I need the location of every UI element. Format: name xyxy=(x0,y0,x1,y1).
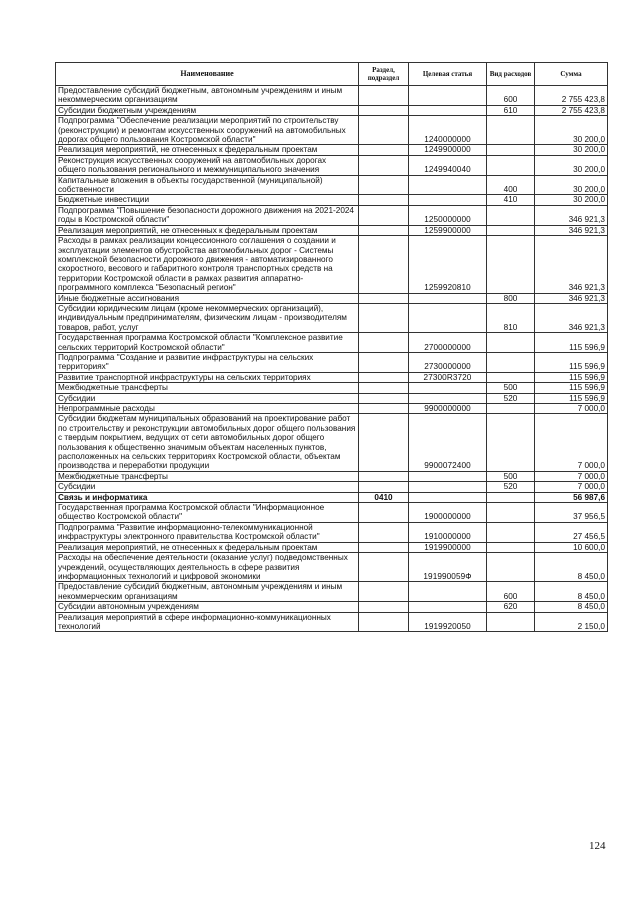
cell-exp-type xyxy=(487,145,535,155)
cell-amount: 7 000,0 xyxy=(535,414,608,471)
cell-target xyxy=(409,303,487,332)
cell-exp-type xyxy=(487,333,535,353)
cell-section xyxy=(359,414,409,471)
cell-section xyxy=(359,393,409,403)
cell-name: Субсидии бюджетам муниципальных образований на проектирование работ по строительству и реконструкции автомобильных дорог общего пользования с твердым покрытием, ведущих от сети автомобильных дорог общего пользования к общественно значимым объектам населенных пунктов, расположенных на сельских территориях Костромской области, объектам производства и переработки продукции xyxy=(56,414,359,471)
cell-amount: 27 456,5 xyxy=(535,522,608,542)
cell-name: Межбюджетные трансферты xyxy=(56,383,359,393)
cell-amount: 346 921,3 xyxy=(535,225,608,235)
cell-exp-type: 500 xyxy=(487,471,535,481)
cell-amount: 346 921,3 xyxy=(535,303,608,332)
cell-target xyxy=(409,482,487,492)
cell-name: Предоставление субсидий бюджетным, автономным учреждениям и иным некоммерческим организациям xyxy=(56,582,359,602)
table-row xyxy=(56,205,608,225)
table-row xyxy=(56,393,608,403)
table-row xyxy=(56,542,608,552)
cell-name: Развитие транспортной инфраструктуры на сельских территориях xyxy=(56,372,359,382)
cell-name: Подпрограмма "Обеспечение реализации мероприятий по строительству (реконструкции) и ремонтам искусственных сооружений на автомобильных дорогах общего пользования Костромской области" xyxy=(56,116,359,145)
table-row xyxy=(56,155,608,175)
table-row xyxy=(56,225,608,235)
table-row xyxy=(56,293,608,303)
cell-name: Субсидии xyxy=(56,393,359,403)
cell-exp-type xyxy=(487,522,535,542)
cell-amount: 56 987,6 xyxy=(535,492,608,502)
cell-exp-type xyxy=(487,414,535,471)
table-body xyxy=(56,86,608,632)
cell-target xyxy=(409,471,487,481)
cell-section xyxy=(359,205,409,225)
cell-name: Реализация мероприятий, не отнесенных к федеральным проектам xyxy=(56,542,359,552)
table-row xyxy=(56,333,608,353)
cell-target xyxy=(409,602,487,612)
cell-section xyxy=(359,503,409,523)
cell-exp-type: 520 xyxy=(487,482,535,492)
header-exp-type: Вид расходов xyxy=(487,63,535,86)
cell-exp-type xyxy=(487,404,535,414)
cell-name: Реконструкция искусственных сооружений на автомобильных дорогах общего пользования регионального и межмуниципального значения xyxy=(56,155,359,175)
cell-section xyxy=(359,482,409,492)
cell-section xyxy=(359,612,409,632)
cell-section xyxy=(359,175,409,195)
cell-target: 2730000000 xyxy=(409,352,487,372)
cell-name: Государственная программа Костромской области "Комплексное развитие сельских территорий Костромской области" xyxy=(56,333,359,353)
cell-section: 0410 xyxy=(359,492,409,502)
budget-table xyxy=(55,62,608,632)
cell-amount: 8 450,0 xyxy=(535,582,608,602)
table-header-row xyxy=(56,63,608,86)
table-row xyxy=(56,503,608,523)
cell-section xyxy=(359,195,409,205)
cell-target: 1250000000 xyxy=(409,205,487,225)
cell-section xyxy=(359,145,409,155)
cell-amount: 8 450,0 xyxy=(535,553,608,582)
cell-exp-type xyxy=(487,542,535,552)
page-number: 124 xyxy=(589,840,606,852)
cell-exp-type xyxy=(487,225,535,235)
cell-section xyxy=(359,553,409,582)
table-row xyxy=(56,303,608,332)
cell-section xyxy=(359,404,409,414)
table-row xyxy=(56,602,608,612)
table-row xyxy=(56,175,608,195)
cell-amount: 115 596,9 xyxy=(535,393,608,403)
cell-exp-type: 520 xyxy=(487,393,535,403)
cell-amount: 115 596,9 xyxy=(535,383,608,393)
table-row xyxy=(56,553,608,582)
cell-amount: 2 755 423,8 xyxy=(535,86,608,106)
table-row xyxy=(56,404,608,414)
cell-name: Субсидии бюджетным учреждениям xyxy=(56,105,359,115)
cell-target: 2700000000 xyxy=(409,333,487,353)
cell-target xyxy=(409,195,487,205)
cell-section xyxy=(359,236,409,293)
cell-exp-type: 410 xyxy=(487,195,535,205)
cell-name: Расходы в рамках реализации концессионного соглашения о создании и эксплуатации элементов обустройства автомобильных дорог - Системы комплексной безопасности дорожного движения - автоматизированного скоростного, весового и габаритного контроля транспортных средств на территории Костромской области в рамках развития аппаратно-программного комплекса "Безопасный регион" xyxy=(56,236,359,293)
cell-target xyxy=(409,582,487,602)
cell-target xyxy=(409,383,487,393)
cell-exp-type: 500 xyxy=(487,383,535,393)
cell-section xyxy=(359,293,409,303)
cell-amount: 30 200,0 xyxy=(535,116,608,145)
cell-target xyxy=(409,175,487,195)
cell-section xyxy=(359,352,409,372)
table-row xyxy=(56,105,608,115)
table-row xyxy=(56,414,608,471)
cell-name: Субсидии автономным учреждениям xyxy=(56,602,359,612)
cell-section xyxy=(359,522,409,542)
cell-target: 1900000000 xyxy=(409,503,487,523)
cell-amount: 8 450,0 xyxy=(535,602,608,612)
cell-target xyxy=(409,393,487,403)
cell-exp-type xyxy=(487,503,535,523)
table-row xyxy=(56,352,608,372)
cell-name: Связь и информатика xyxy=(56,492,359,502)
table-row xyxy=(56,522,608,542)
table-row xyxy=(56,482,608,492)
cell-section xyxy=(359,471,409,481)
table-row xyxy=(56,145,608,155)
cell-amount: 30 200,0 xyxy=(535,175,608,195)
cell-name: Реализация мероприятий, не отнесенных к федеральным проектам xyxy=(56,225,359,235)
cell-amount: 346 921,3 xyxy=(535,205,608,225)
cell-amount: 346 921,3 xyxy=(535,293,608,303)
cell-name: Подпрограмма "Развитие информационно-телекоммуникационной инфраструктуры электронного правительства Костромской области" xyxy=(56,522,359,542)
cell-section xyxy=(359,602,409,612)
cell-amount: 30 200,0 xyxy=(535,145,608,155)
table-row xyxy=(56,492,608,502)
table-row xyxy=(56,372,608,382)
cell-amount: 115 596,9 xyxy=(535,372,608,382)
cell-exp-type xyxy=(487,612,535,632)
table-row xyxy=(56,383,608,393)
cell-target xyxy=(409,293,487,303)
cell-amount: 2 150,0 xyxy=(535,612,608,632)
cell-target xyxy=(409,86,487,106)
cell-name: Иные бюджетные ассигнования xyxy=(56,293,359,303)
cell-exp-type: 620 xyxy=(487,602,535,612)
cell-amount: 37 956,5 xyxy=(535,503,608,523)
cell-name: Реализация мероприятий, не отнесенных к федеральным проектам xyxy=(56,145,359,155)
cell-exp-type xyxy=(487,492,535,502)
header-section: Раздел, подраздел xyxy=(359,63,409,86)
cell-section xyxy=(359,542,409,552)
cell-target: 1919920050 xyxy=(409,612,487,632)
table-row xyxy=(56,195,608,205)
cell-name: Расходы на обеспечение деятельности (оказание услуг) подведомственных учреждений, осуществляющих деятельность в сфере развития информационных технологий и цифровой экономики xyxy=(56,553,359,582)
cell-exp-type: 610 xyxy=(487,105,535,115)
cell-section xyxy=(359,582,409,602)
table-row xyxy=(56,471,608,481)
cell-exp-type xyxy=(487,553,535,582)
cell-target: 1240000000 xyxy=(409,116,487,145)
cell-amount: 30 200,0 xyxy=(535,155,608,175)
cell-target xyxy=(409,492,487,502)
cell-exp-type: 600 xyxy=(487,86,535,106)
cell-section xyxy=(359,86,409,106)
cell-amount: 7 000,0 xyxy=(535,404,608,414)
cell-name: Государственная программа Костромской области "Информационное общество Костромской области" xyxy=(56,503,359,523)
cell-target xyxy=(409,105,487,115)
cell-section xyxy=(359,116,409,145)
cell-exp-type xyxy=(487,236,535,293)
header-name: Наименование xyxy=(56,63,359,86)
cell-target: 1259920810 xyxy=(409,236,487,293)
cell-name: Непрограммные расходы xyxy=(56,404,359,414)
cell-section xyxy=(359,303,409,332)
table-row xyxy=(56,86,608,106)
cell-exp-type xyxy=(487,352,535,372)
cell-exp-type xyxy=(487,205,535,225)
cell-exp-type xyxy=(487,155,535,175)
cell-amount: 115 596,9 xyxy=(535,333,608,353)
cell-exp-type xyxy=(487,372,535,382)
table-row xyxy=(56,582,608,602)
cell-amount: 7 000,0 xyxy=(535,471,608,481)
cell-name: Капитальные вложения в объекты государственной (муниципальной) собственности xyxy=(56,175,359,195)
cell-section xyxy=(359,372,409,382)
cell-name: Бюджетные инвестиции xyxy=(56,195,359,205)
table-row xyxy=(56,236,608,293)
cell-section xyxy=(359,155,409,175)
cell-target: 27300R3720 xyxy=(409,372,487,382)
cell-target: 1249900000 xyxy=(409,145,487,155)
cell-section xyxy=(359,383,409,393)
cell-name: Предоставление субсидий бюджетным, автономным учреждениям и иным некоммерческим организациям xyxy=(56,86,359,106)
cell-amount: 10 600,0 xyxy=(535,542,608,552)
cell-target: 1910000000 xyxy=(409,522,487,542)
cell-target: 9900072400 xyxy=(409,414,487,471)
table-row xyxy=(56,612,608,632)
cell-amount: 115 596,9 xyxy=(535,352,608,372)
cell-target: 191990059Ф xyxy=(409,553,487,582)
cell-section xyxy=(359,105,409,115)
cell-target: 9900000000 xyxy=(409,404,487,414)
cell-name: Реализация мероприятий в сфере информационно-коммуникационных технологий xyxy=(56,612,359,632)
cell-section xyxy=(359,225,409,235)
cell-target: 1249940040 xyxy=(409,155,487,175)
table-row xyxy=(56,116,608,145)
cell-target: 1919900000 xyxy=(409,542,487,552)
cell-section xyxy=(359,333,409,353)
cell-exp-type: 810 xyxy=(487,303,535,332)
cell-exp-type xyxy=(487,116,535,145)
cell-name: Межбюджетные трансферты xyxy=(56,471,359,481)
cell-amount: 2 755 423,8 xyxy=(535,105,608,115)
cell-exp-type: 800 xyxy=(487,293,535,303)
header-target: Целевая статья xyxy=(409,63,487,86)
cell-exp-type: 600 xyxy=(487,582,535,602)
cell-amount: 30 200,0 xyxy=(535,195,608,205)
cell-name: Субсидии юридическим лицам (кроме некоммерческих организаций), индивидуальным предпринимателям, физическим лицам - производителям товаров, работ, услуг xyxy=(56,303,359,332)
cell-name: Субсидии xyxy=(56,482,359,492)
cell-amount: 7 000,0 xyxy=(535,482,608,492)
cell-amount: 346 921,3 xyxy=(535,236,608,293)
cell-name: Подпрограмма "Создание и развитие инфраструктуры на сельских территориях" xyxy=(56,352,359,372)
header-amount: Сумма xyxy=(535,63,608,86)
cell-name: Подпрограмма "Повышение безопасности дорожного движения на 2021-2024 годы в Костромской области" xyxy=(56,205,359,225)
cell-exp-type: 400 xyxy=(487,175,535,195)
cell-target: 1259900000 xyxy=(409,225,487,235)
